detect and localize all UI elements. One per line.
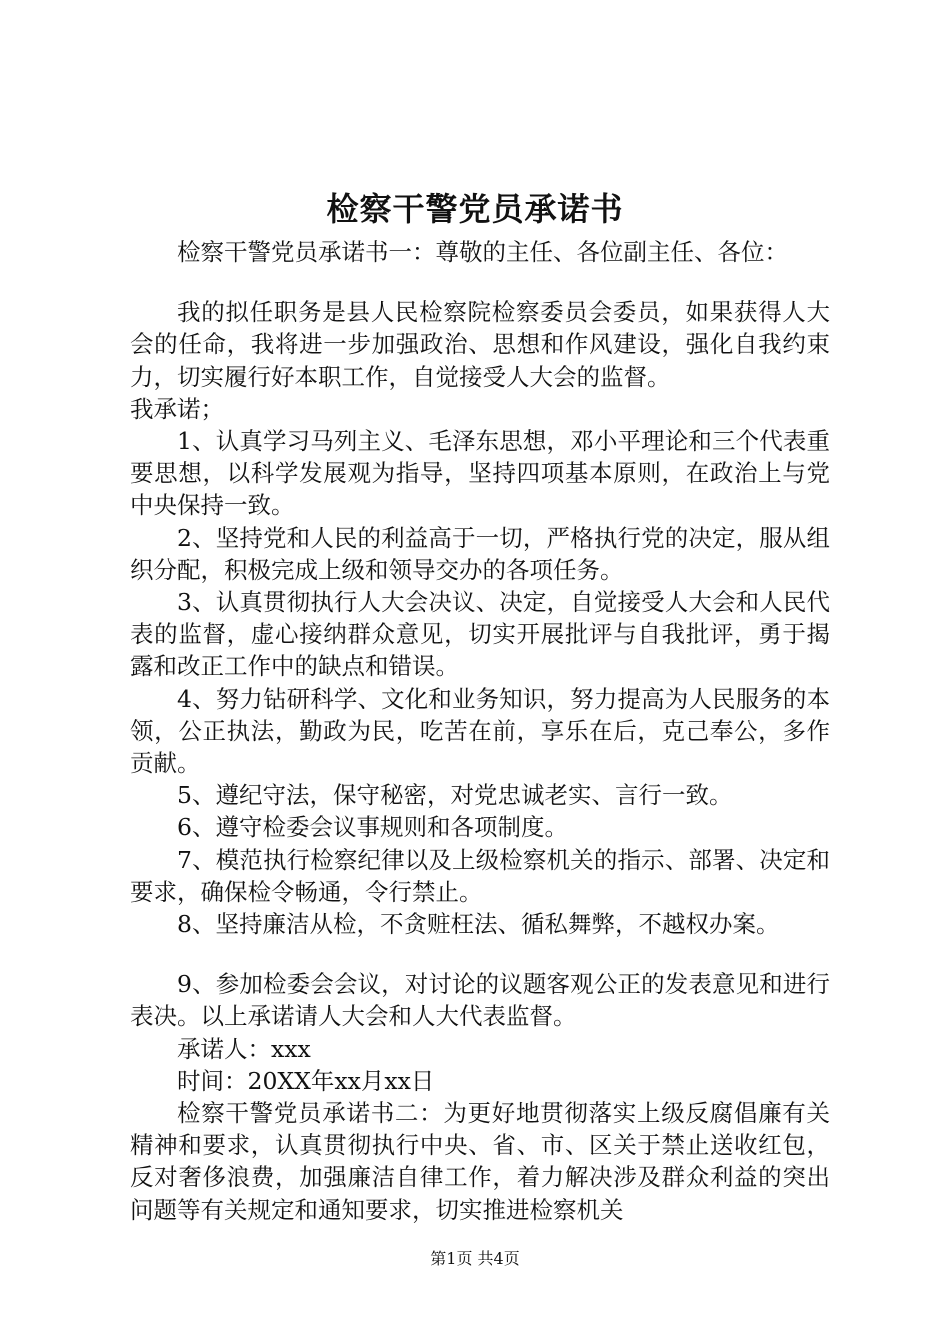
pledge-item-3: 3、认真贯彻执行人大会决议、决定，自觉接受人大会和人民代表的监督，虚心接纳群众意见，切实开展批评与自我批评，勇于揭露和改正工作中的缺点和错误。 xyxy=(130,588,830,681)
date-line: 时间：20XX年xx月xx日 xyxy=(177,1066,435,1095)
part-two-paragraph: 检察干警党员承诺书二：为更好地贯彻落实上级反腐倡廉有关精神和要求，认真贯彻执行中央、省、市、区关于禁止送收红包，反对奢侈浪费，加强廉洁自律工作，着力解决涉及群众利益的突出问题等有关规定和通知要求，切实推进检察机关 xyxy=(130,1099,830,1224)
pledge-item-5: 5、遵纪守法，保守秘密，对党忠诚老实、言行一致。 xyxy=(177,781,733,810)
pledge-item-4: 4、努力钻研科学、文化和业务知识，努力提高为人民服务的本领，公正执法，勤政为民，吃苦在前，享乐在后，克己奉公，多作贡献。 xyxy=(130,684,830,778)
spacer xyxy=(130,268,830,296)
intro-line: 检察干警党员承诺书一：尊敬的主任、各位副主任、各位： xyxy=(177,238,788,266)
pledge-item-7: 7、模范执行检察纪律以及上级检察机关的指示、部署、决定和要求，确保检令畅通，令行禁止。 xyxy=(130,845,830,906)
pledge-lead: 我承诺； xyxy=(130,394,224,423)
pledge-item-2: 2、坚持党和人民的利益高于一切，严格执行党的决定，服从组织分配，积极完成上级和领导交办的各项任务。 xyxy=(130,523,830,584)
page-footer: 第1页 共4页 xyxy=(430,1249,520,1268)
pledge-item-8: 8、坚持廉洁从检，不贪赃枉法、循私舞弊，不越权办案。 xyxy=(177,910,780,939)
paragraph-appointment: 我的拟任职务是县人民检察院检察委员会委员，如果获得人大会的任命，我将进一步加强政治、思想和作风建设，强化自我约束力，切实履行好本职工作，自觉接受人大会的监督。 xyxy=(130,298,830,391)
signer-line: 承诺人：xxx xyxy=(177,1034,311,1063)
pledge-item-9: 9、参加检委会会议，对讨论的议题客观公正的发表意见和进行表决。以上承诺请人大会和人大代表监督。 xyxy=(130,970,830,1031)
document-title: 检察干警党员承诺书 xyxy=(326,190,624,228)
document-body xyxy=(130,236,830,1226)
pledge-item-1: 1、认真学习马列主义、毛泽东思想，邓小平理论和三个代表重要思想，以科学发展观为指导，坚持四项基本原则，在政治上与党中央保持一致。 xyxy=(130,427,830,520)
spacer xyxy=(130,940,830,968)
pledge-item-6: 6、遵守检委会议事规则和各项制度。 xyxy=(177,813,568,842)
